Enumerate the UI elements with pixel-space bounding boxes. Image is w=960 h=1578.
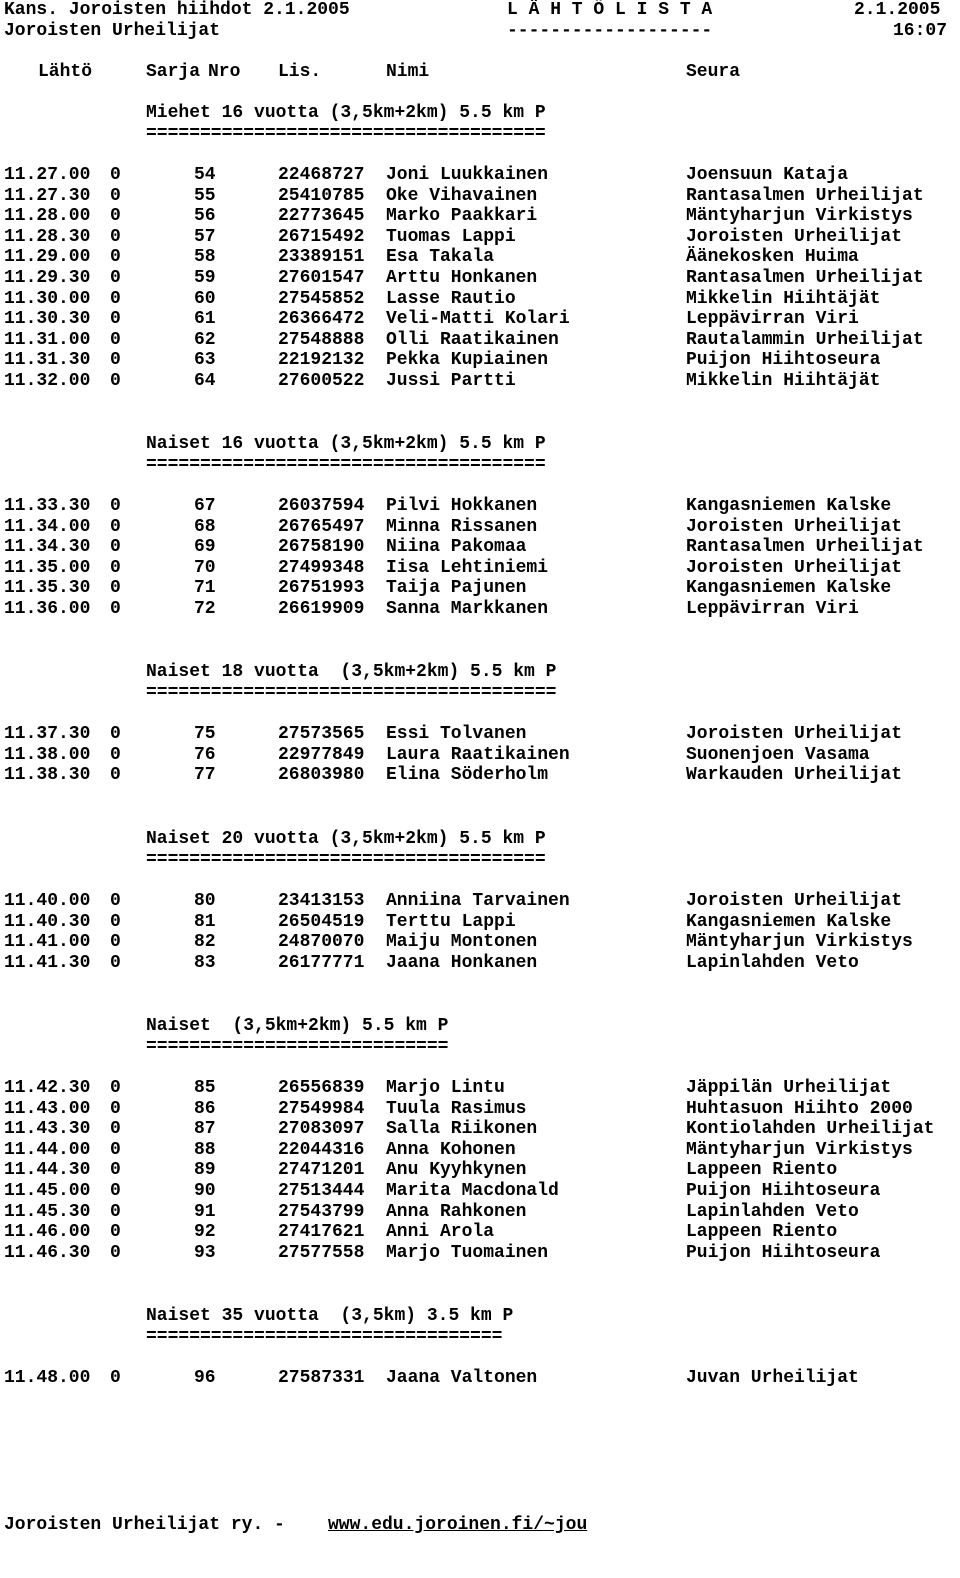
col-series: Sarja [146, 62, 201, 82]
club-name: Rantasalmen Urheilijat [686, 268, 924, 288]
start-time: 11.36.00 [4, 599, 91, 619]
athlete-name: Tuula Rasimus [386, 1098, 527, 1119]
license-number: 27417621 [278, 1222, 365, 1243]
club-name: Rantasalmen Urheilijat [686, 185, 924, 206]
bib-number: 88 [194, 1139, 216, 1160]
license-number: 27600522 [278, 371, 365, 391]
license-number: 22192132 [278, 350, 365, 371]
start-time: 11.42.30 [4, 1078, 91, 1098]
series-code: 0 [110, 744, 121, 765]
event-date: 2.1.2005 [854, 0, 941, 20]
athlete-name: Anu Kyyhkynen [386, 1160, 527, 1181]
start-time: 11.48.00 [4, 1368, 91, 1388]
organizer: Joroisten Urheilijat [4, 21, 221, 41]
start-time: 11.31.30 [4, 350, 91, 371]
club-name: Puijon Hiihtoseura [686, 1181, 881, 1201]
series-code: 0 [110, 329, 121, 350]
series-code: 0 [110, 371, 121, 391]
series-code: 0 [110, 891, 121, 911]
series-code: 0 [110, 1368, 121, 1388]
athlete-name: Marjo Lintu [386, 1078, 505, 1098]
series-code: 0 [110, 537, 121, 558]
series-code: 0 [110, 309, 121, 330]
series-code: 0 [110, 1201, 121, 1222]
series-code: 0 [110, 185, 121, 206]
start-time: 11.31.00 [4, 329, 91, 350]
series-code: 0 [110, 226, 121, 247]
section-underline: ===================================== [146, 850, 546, 870]
license-number: 27083097 [278, 1119, 365, 1140]
club-name: Juvan Urheilijat [686, 1368, 859, 1388]
club-name: Jäppilän Urheilijat [686, 1078, 892, 1098]
club-name: Rantasalmen Urheilijat [686, 537, 924, 558]
start-time: 11.41.00 [4, 932, 91, 953]
athlete-name: Joni Luukkainen [386, 165, 549, 185]
section-title-text: Naiset (3,5km+2km) 5.5 km P [146, 1016, 449, 1036]
athlete-name: Marjo Tuomainen [386, 1242, 549, 1263]
club-name: Mäntyharjun Virkistys [686, 1139, 913, 1160]
license-number: 26751993 [278, 578, 365, 599]
athlete-name: Pilvi Hokkanen [386, 496, 538, 516]
club-name: Lappeen Riento [686, 1222, 838, 1243]
club-name: Puijon Hiihtoseura [686, 350, 881, 371]
license-number: 24870070 [278, 932, 365, 953]
start-time: 11.28.00 [4, 206, 91, 227]
start-time: 11.35.00 [4, 557, 91, 578]
club-name: Lapinlahden Veto [686, 952, 859, 973]
club-name: Mäntyharjun Virkistys [686, 206, 913, 227]
license-number: 26803980 [278, 765, 365, 786]
bib-number: 55 [194, 185, 216, 206]
bib-number: 90 [194, 1181, 216, 1201]
bib-number: 82 [194, 932, 216, 953]
athlete-name: Taija Pajunen [386, 578, 527, 599]
series-code: 0 [110, 1160, 121, 1181]
club-name: Joroisten Urheilijat [686, 724, 903, 744]
bib-number: 56 [194, 206, 216, 227]
start-time: 11.37.30 [4, 724, 91, 744]
start-time: 11.34.00 [4, 516, 91, 537]
athlete-name: Jaana Valtonen [386, 1368, 538, 1388]
start-time: 11.30.00 [4, 288, 91, 309]
license-number: 22977849 [278, 744, 365, 765]
bib-number: 86 [194, 1098, 216, 1119]
club-name: Puijon Hiihtoseura [686, 1242, 881, 1263]
bib-number: 93 [194, 1242, 216, 1263]
license-number: 26177771 [278, 952, 365, 973]
series-code: 0 [110, 599, 121, 619]
series-code: 0 [110, 1181, 121, 1201]
series-code: 0 [110, 1078, 121, 1098]
bib-number: 70 [194, 557, 216, 578]
athlete-name: Oke Vihavainen [386, 185, 538, 206]
series-code: 0 [110, 952, 121, 973]
series-code: 0 [110, 911, 121, 932]
license-number: 22773645 [278, 206, 365, 227]
athlete-name: Veli-Matti Kolari [386, 309, 570, 330]
start-time: 11.29.30 [4, 268, 91, 288]
license-number: 26758190 [278, 537, 365, 558]
start-time: 11.45.00 [4, 1181, 91, 1201]
club-name: Kangasniemen Kalske [686, 578, 892, 599]
bib-number: 92 [194, 1222, 216, 1243]
start-time: 11.38.00 [4, 744, 91, 765]
start-time: 11.45.30 [4, 1201, 91, 1222]
bib-number: 57 [194, 226, 216, 247]
dash-line: ------------------- [507, 21, 713, 41]
series-code: 0 [110, 206, 121, 227]
start-time: 11.44.30 [4, 1160, 91, 1181]
section-title-text: Naiset 35 vuotta (3,5km) 3.5 km P [146, 1306, 514, 1326]
license-number: 27601547 [278, 268, 365, 288]
club-name: Suonenjoen Vasama [686, 744, 870, 765]
bib-number: 67 [194, 496, 216, 516]
series-code: 0 [110, 1242, 121, 1263]
club-name: Kangasniemen Kalske [686, 496, 892, 516]
bib-number: 81 [194, 911, 216, 932]
club-name: Lapinlahden Veto [686, 1201, 859, 1222]
bib-number: 68 [194, 516, 216, 537]
bib-number: 87 [194, 1119, 216, 1140]
athlete-name: Pekka Kupiainen [386, 350, 549, 371]
start-time: 11.30.30 [4, 309, 91, 330]
start-time: 11.44.00 [4, 1139, 91, 1160]
series-code: 0 [110, 247, 121, 268]
series-code: 0 [110, 1139, 121, 1160]
license-number: 26715492 [278, 226, 365, 247]
club-name: Joensuun Kataja [686, 165, 849, 185]
license-number: 27499348 [278, 557, 365, 578]
athlete-name: Salla Riikonen [386, 1119, 538, 1140]
athlete-name: Laura Raatikainen [386, 744, 570, 765]
header-line-2 [4, 21, 948, 42]
athlete-name: Maiju Montonen [386, 932, 538, 953]
club-name: Mäntyharjun Virkistys [686, 932, 913, 953]
athlete-name: Minna Rissanen [386, 516, 538, 537]
start-time: 11.40.30 [4, 911, 91, 932]
start-time: 11.46.30 [4, 1242, 91, 1263]
start-time: 11.41.30 [4, 952, 91, 973]
license-number: 27545852 [278, 288, 365, 309]
series-code: 0 [110, 288, 121, 309]
athlete-name: Jussi Partti [386, 371, 516, 391]
license-number: 27549984 [278, 1098, 365, 1119]
athlete-name: Tuomas Lappi [386, 226, 516, 247]
event-title: Kans. Joroisten hiihdot 2.1.2005 [4, 0, 350, 20]
athlete-name: Anniina Tarvainen [386, 891, 570, 911]
series-code: 0 [110, 765, 121, 786]
section-title-text: Naiset 16 vuotta (3,5km+2km) 5.5 km P [146, 434, 546, 454]
bib-number: 59 [194, 268, 216, 288]
license-number: 25410785 [278, 185, 365, 206]
col-start: Lähtö [38, 62, 93, 82]
series-code: 0 [110, 1222, 121, 1243]
section-title-text: Naiset 18 vuotta (3,5km+2km) 5.5 km P [146, 662, 557, 682]
athlete-name: Elina Söderholm [386, 765, 549, 786]
athlete-name: Sanna Markkanen [386, 599, 549, 619]
series-code: 0 [110, 516, 121, 537]
license-number: 27573565 [278, 724, 365, 744]
series-code: 0 [110, 1119, 121, 1140]
start-time: 11.29.00 [4, 247, 91, 268]
print-time: 16:07 [893, 21, 948, 41]
series-code: 0 [110, 1098, 121, 1119]
footer [4, 1515, 588, 1536]
club-name: Leppävirran Viri [686, 599, 859, 619]
col-club: Seura [686, 62, 741, 82]
bib-number: 71 [194, 578, 216, 599]
col-name: Nimi [386, 62, 430, 82]
bib-number: 76 [194, 744, 216, 765]
bib-number: 75 [194, 724, 216, 744]
start-time: 11.43.00 [4, 1098, 91, 1119]
bib-number: 83 [194, 952, 216, 973]
license-number: 27587331 [278, 1368, 365, 1388]
club-name: Mikkelin Hiihtäjät [686, 288, 881, 309]
series-code: 0 [110, 496, 121, 516]
bib-number: 64 [194, 371, 216, 391]
start-time: 11.28.30 [4, 226, 91, 247]
series-code: 0 [110, 724, 121, 744]
bib-number: 54 [194, 165, 216, 185]
bib-number: 62 [194, 329, 216, 350]
athlete-name: Terttu Lappi [386, 911, 516, 932]
license-number: 27577558 [278, 1242, 365, 1263]
bib-number: 61 [194, 309, 216, 330]
license-number: 26556839 [278, 1078, 365, 1098]
athlete-name: Esa Takala [386, 247, 495, 268]
license-number: 23413153 [278, 891, 365, 911]
start-time: 11.40.00 [4, 891, 91, 911]
header-line-1 [4, 0, 941, 21]
section-underline: ===================================== [146, 124, 546, 144]
license-number: 27471201 [278, 1160, 365, 1181]
bib-number: 63 [194, 350, 216, 371]
column-headers [4, 62, 741, 83]
series-code: 0 [110, 932, 121, 953]
license-number: 26504519 [278, 911, 365, 932]
bib-number: 91 [194, 1201, 216, 1222]
athlete-name: Marko Paakkari [386, 206, 538, 227]
start-time: 11.27.00 [4, 165, 91, 185]
license-number: 27513444 [278, 1181, 365, 1201]
series-code: 0 [110, 165, 121, 185]
club-name: Joroisten Urheilijat [686, 891, 903, 911]
start-time: 11.38.30 [4, 765, 91, 786]
athlete-name: Anna Rahkonen [386, 1201, 527, 1222]
club-name: Äänekosken Huima [686, 247, 859, 268]
bib-number: 60 [194, 288, 216, 309]
section-title-text: Miehet 16 vuotta (3,5km+2km) 5.5 km P [146, 103, 546, 123]
bib-number: 72 [194, 599, 216, 619]
start-time: 11.33.30 [4, 496, 91, 516]
athlete-name: Olli Raatikainen [386, 329, 559, 350]
list-title: L Ä H T Ö L I S T A [507, 0, 713, 20]
athlete-name: Anni Arola [386, 1222, 495, 1243]
athlete-name: Niina Pakomaa [386, 537, 527, 558]
license-number: 27543799 [278, 1201, 365, 1222]
club-name: Huhtasuon Hiihto 2000 [686, 1098, 913, 1119]
club-name: Kontiolahden Urheilijat [686, 1119, 935, 1140]
section-underline: ===================================== [146, 455, 546, 475]
license-number: 22044316 [278, 1139, 365, 1160]
club-name: Warkauden Urheilijat [686, 765, 903, 786]
license-number: 26765497 [278, 516, 365, 537]
section-underline: ============================ [146, 1037, 449, 1057]
col-no: Nro [208, 62, 241, 82]
start-time: 11.43.30 [4, 1119, 91, 1140]
license-number: 22468727 [278, 165, 365, 185]
club-name: Mikkelin Hiihtäjät [686, 371, 881, 391]
start-time: 11.34.30 [4, 537, 91, 558]
athlete-name: Arttu Honkanen [386, 268, 538, 288]
start-time: 11.46.00 [4, 1222, 91, 1243]
athlete-name: Jaana Honkanen [386, 952, 538, 973]
license-number: 26619909 [278, 599, 365, 619]
series-code: 0 [110, 557, 121, 578]
series-code: 0 [110, 268, 121, 288]
bib-number: 85 [194, 1078, 216, 1098]
athlete-name: Iisa Lehtiniemi [386, 557, 549, 578]
bib-number: 96 [194, 1368, 216, 1388]
athlete-name: Anna Kohonen [386, 1139, 516, 1160]
section-underline: ================================= [146, 1327, 503, 1347]
club-name: Lappeen Riento [686, 1160, 838, 1181]
bib-number: 69 [194, 537, 216, 558]
bib-number: 80 [194, 891, 216, 911]
bib-number: 58 [194, 247, 216, 268]
section-title-text: Naiset 20 vuotta (3,5km+2km) 5.5 km P [146, 829, 546, 849]
start-time: 11.27.30 [4, 185, 91, 206]
club-name: Joroisten Urheilijat [686, 557, 903, 578]
license-number: 26037594 [278, 496, 365, 516]
license-number: 23389151 [278, 247, 365, 268]
athlete-name: Marita Macdonald [386, 1181, 559, 1201]
club-name: Joroisten Urheilijat [686, 516, 903, 537]
footer-org: Joroisten Urheilijat ry. - [4, 1515, 285, 1535]
club-name: Rautalammin Urheilijat [686, 329, 924, 350]
bib-number: 77 [194, 765, 216, 786]
bib-number: 89 [194, 1160, 216, 1181]
athlete-name: Essi Tolvanen [386, 724, 527, 744]
section-underline: ====================================== [146, 683, 557, 703]
start-time: 11.35.30 [4, 578, 91, 599]
club-name: Kangasniemen Kalske [686, 911, 892, 932]
license-number: 27548888 [278, 329, 365, 350]
footer-link[interactable]: www.edu.joroinen.fi/~jou [328, 1515, 588, 1535]
club-name: Leppävirran Viri [686, 309, 859, 330]
athlete-name: Lasse Rautio [386, 288, 516, 309]
col-license: Lis. [278, 62, 322, 82]
start-time: 11.32.00 [4, 371, 91, 391]
series-code: 0 [110, 578, 121, 599]
license-number: 26366472 [278, 309, 365, 330]
club-name: Joroisten Urheilijat [686, 226, 903, 247]
series-code: 0 [110, 350, 121, 371]
